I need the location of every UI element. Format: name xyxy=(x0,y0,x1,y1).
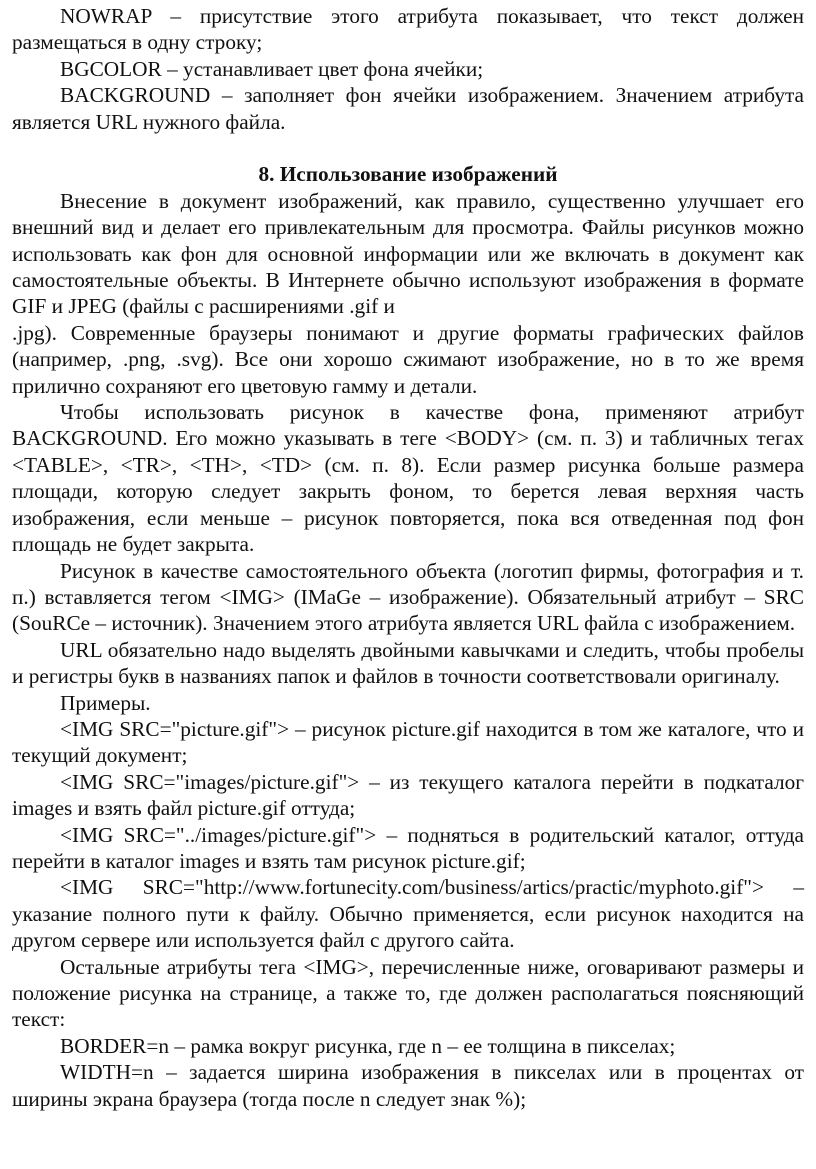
paragraph-examples-label: Примеры. xyxy=(60,690,151,715)
example-parent-folder: <IMG SRC="../images/picture.gif"> – подняться в родительский каталог, оттуда перейти в каталог images и взять там рисунок picture.gif; xyxy=(12,822,804,873)
example-full-url: <IMG SRC="http://www.fortunecity.com/business/artics/practic/myphoto.gif"> – указание полного пути к файлу. Обычно применяется, если рисунок находится на другом сервере или используется файл с другого сайта. xyxy=(12,875,804,953)
example-same-folder: <IMG SRC="picture.gif"> – рисунок picture.gif находится в том же каталоге, что и текущий документ; xyxy=(12,716,804,768)
paragraph-other-attributes: Остальные атрибуты тега <IMG>, перечисленные ниже, оговаривают размеры и положение рисунка на странице, а также то, где должен располагаться поясняющий текст: xyxy=(12,954,804,1032)
attribute-border: BORDER=n – рамка вокруг рисунка, где n – ее толщина в пикселах; xyxy=(60,1033,676,1058)
attribute-width: WIDTH=n – задается ширина изображения в пикселах или в процентах от ширины экрана браузера (тогда после n следует знак %); xyxy=(12,1060,804,1111)
paragraph-background: BACKGROUND – заполняет фон ячейки изображением. Значением атрибута является URL нужного файла. xyxy=(12,83,804,134)
example-subfolder: <IMG SRC="images/picture.gif"> – из текущего каталога перейти в подкаталог images и взять файл picture.gif оттуда; xyxy=(12,769,804,821)
document-page xyxy=(12,3,804,1112)
section-heading: 8. Использование изображений xyxy=(258,162,558,187)
paragraph-url-quotes: URL обязательно надо выделять двойными кавычками и следить, чтобы пробелы и регистры букв в названиях папок и файлов в точности соответствовали оригиналу. xyxy=(12,637,804,689)
paragraph-background-usage: Чтобы использовать рисунок в качестве фона, применяют атрибут BACKGROUND. Его можно указывать в теге <BODY> (см. п. 3) и табличных тегах <TABLE>, <TR>, <TH>, <TD> (см. п. 8). Если размер рисунка больше размера площади, которую следует закрыть фоном, то берется левая верхняя часть изображения, если меньше – рисунок повторяется, пока вся отведенная под фон площадь не будет закрыта. xyxy=(12,400,804,557)
paragraph-bgcolor: BGCOLOR – устанавливает цвет фона ячейки; xyxy=(60,56,484,81)
paragraph-intro: Внесение в документ изображений, как правило, существенно улучшает его внешний вид и делает его привлекательным для просмотра. Файлы рисунков можно использовать как фон для основной информации или же включать в документ как самостоятельные объекты. В Интернете обычно используют изображения в формате GIF и JPEG (файлы с расширениями .gif и xyxy=(12,188,804,319)
paragraph-img-tag: Рисунок в качестве самостоятельного объекта (логотип фирмы, фотография и т. п.) вставляется тегом <IMG> (IMaGe – изображение). Обязательный атрибут – SRC (SouRCe – источник). Значением этого атрибута является URL файла с изображением. xyxy=(12,558,804,636)
paragraph-intro-continued: .jpg). Современные браузеры понимают и другие форматы графических файлов (например, .png, .svg). Все они хорошо сжимают изображение, но в то же время прилично сохраняют его цветовую гамму и детали. xyxy=(12,320,804,398)
paragraph-nowrap: NOWRAP – присутствие этого атрибута показывает, что текст должен размещаться в одну строку; xyxy=(12,4,804,55)
